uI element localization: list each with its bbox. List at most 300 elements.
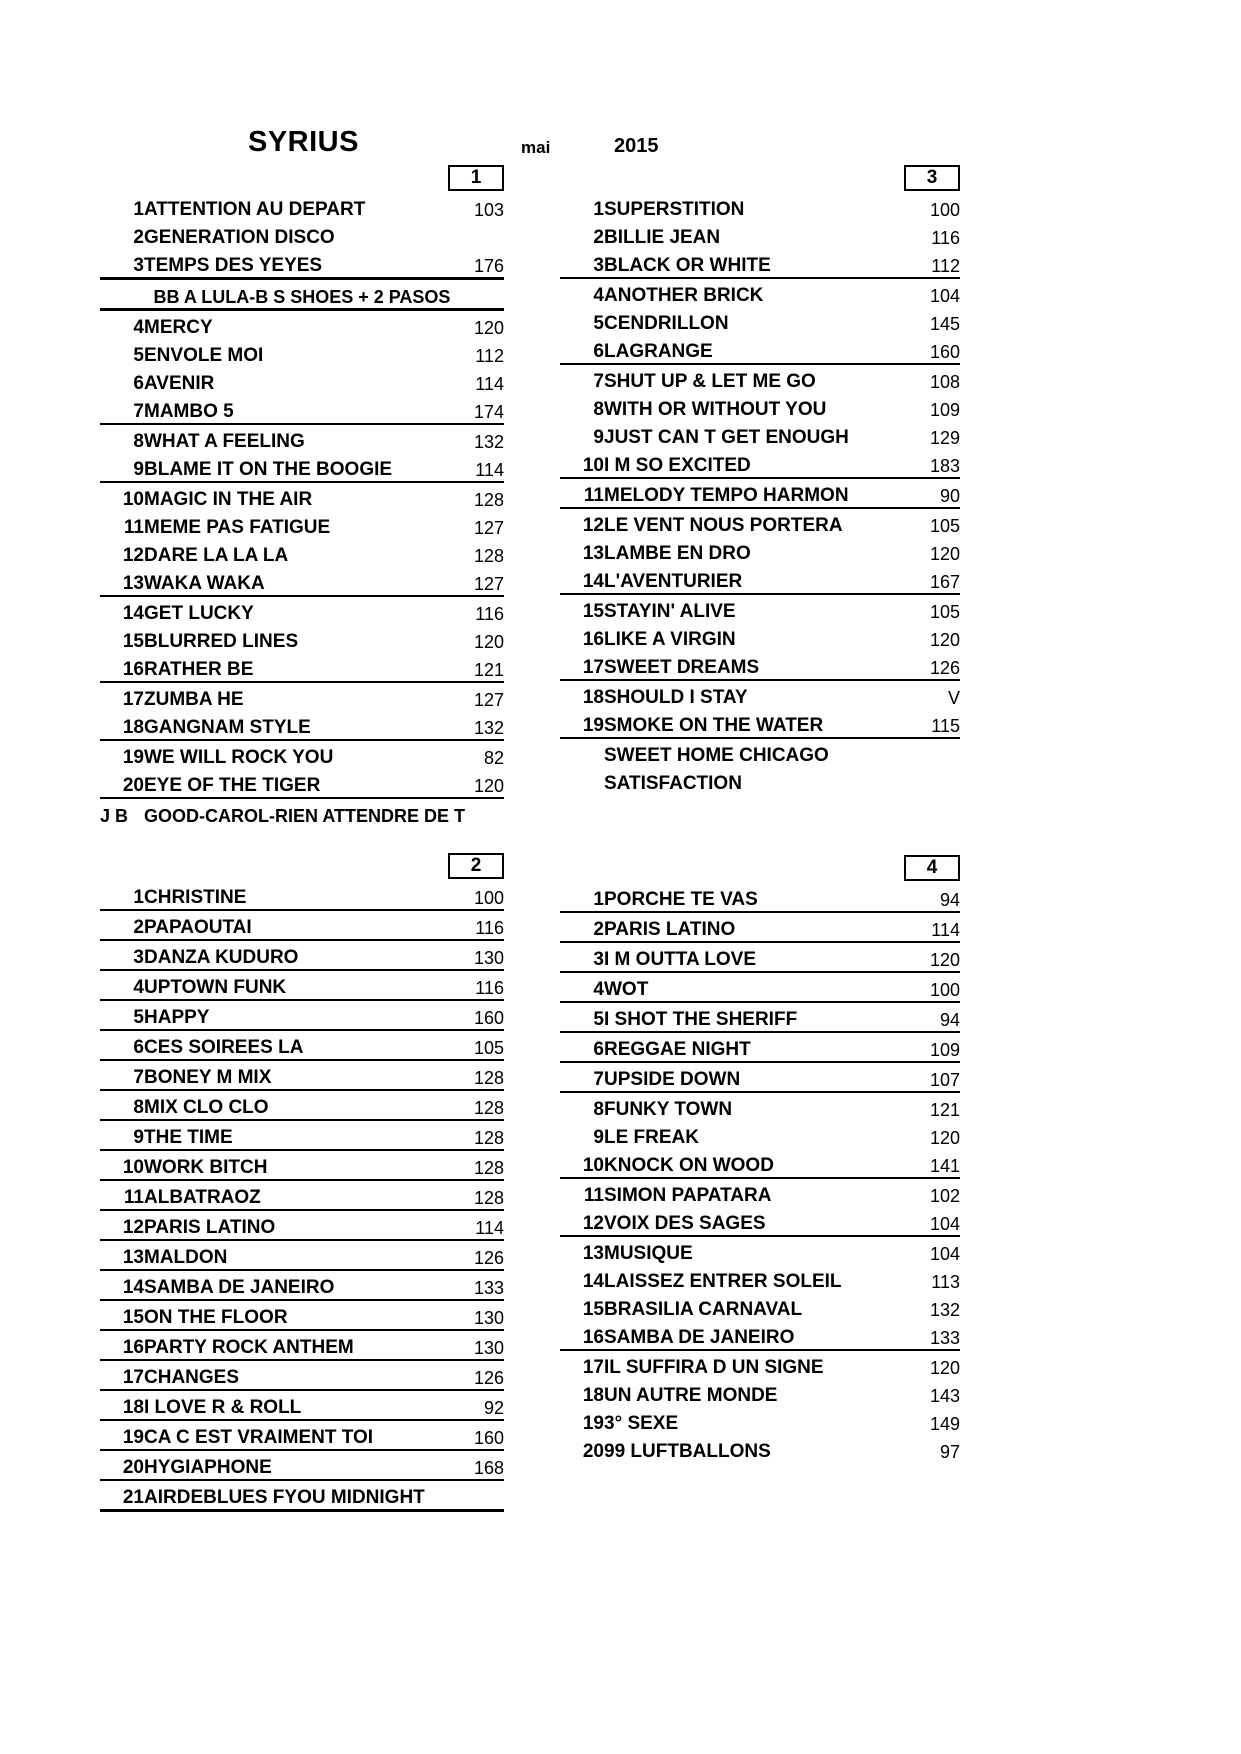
track-number: 6 bbox=[560, 335, 604, 364]
track-title[interactable]: THE TIME bbox=[144, 1120, 446, 1150]
track-number: 14 bbox=[100, 1270, 144, 1300]
track-bpm: 94 bbox=[902, 883, 960, 912]
table-row[interactable] bbox=[560, 393, 960, 421]
table-row[interactable] bbox=[560, 883, 960, 912]
track-bpm: 116 bbox=[446, 910, 504, 940]
track-title[interactable]: GENERATION DISCO bbox=[144, 227, 335, 248]
track-title[interactable]: WHAT A FEELING bbox=[144, 431, 305, 452]
track-title[interactable]: STAYIN' ALIVE bbox=[604, 601, 736, 622]
table-row[interactable] bbox=[100, 682, 504, 711]
track-bpm: 128 bbox=[446, 1060, 504, 1090]
table-row[interactable] bbox=[100, 1360, 504, 1390]
track-number: 5 bbox=[593, 313, 604, 334]
table-row[interactable] bbox=[560, 1178, 960, 1207]
track-number: 16 bbox=[100, 1330, 144, 1360]
table-row[interactable] bbox=[100, 424, 504, 453]
track-title[interactable]: BLACK OR WHITE bbox=[604, 249, 902, 278]
table-row[interactable] bbox=[560, 1149, 960, 1178]
track-number: 10 bbox=[122, 489, 144, 510]
track-title[interactable]: CES SOIREES LA bbox=[144, 1030, 446, 1060]
table-row[interactable] bbox=[560, 942, 960, 972]
track-number: 4 bbox=[593, 285, 604, 306]
track-title[interactable]: MAMBO 5 bbox=[144, 395, 446, 424]
table-row[interactable] bbox=[560, 1002, 960, 1032]
track-number: 17 bbox=[560, 651, 604, 680]
table-row[interactable] bbox=[100, 1000, 504, 1030]
table-row[interactable] bbox=[100, 395, 504, 424]
track-bpm: 127 bbox=[473, 518, 504, 538]
track-bpm: 132 bbox=[929, 1300, 960, 1320]
table-row[interactable] bbox=[100, 596, 504, 625]
track-title[interactable]: CHRISTINE bbox=[144, 881, 446, 910]
track-number: 17 bbox=[582, 1357, 604, 1378]
track-number: 16 bbox=[560, 1321, 604, 1350]
track-number: 8 bbox=[133, 431, 144, 452]
track-title[interactable]: SWEET HOME CHICAGO bbox=[604, 745, 829, 766]
table-row[interactable] bbox=[560, 1435, 960, 1463]
track-title[interactable]: CHANGES bbox=[144, 1360, 446, 1390]
track-number: 7 bbox=[560, 1062, 604, 1092]
table-row[interactable] bbox=[560, 1207, 960, 1236]
track-title[interactable]: SHOULD I STAY bbox=[604, 687, 748, 708]
track-title[interactable]: PAPAOUTAI bbox=[144, 910, 446, 940]
track-bpm: 127 bbox=[446, 567, 504, 596]
track-number: 18 bbox=[582, 687, 604, 708]
track-number: 5 bbox=[560, 1002, 604, 1032]
track-title[interactable]: WITH OR WITHOUT YOU bbox=[604, 399, 827, 420]
track-number: 4 bbox=[133, 317, 144, 338]
table-row[interactable] bbox=[100, 221, 504, 249]
track-bpm: 174 bbox=[446, 395, 504, 424]
track-title[interactable]: LAISSEZ ENTRER SOLEIL bbox=[604, 1271, 842, 1292]
track-number: 11 bbox=[123, 517, 144, 538]
track-title[interactable]: I SHOT THE SHERIFF bbox=[604, 1002, 902, 1032]
track-number: 13 bbox=[100, 1240, 144, 1270]
table-row[interactable] bbox=[560, 221, 960, 249]
track-bpm: 120 bbox=[929, 1358, 960, 1378]
table-row[interactable] bbox=[100, 249, 504, 279]
track-bpm: 130 bbox=[446, 1330, 504, 1360]
track-number: 8 bbox=[593, 399, 604, 420]
table-row[interactable] bbox=[560, 193, 960, 221]
track-title[interactable]: BONEY M MIX bbox=[144, 1060, 446, 1090]
track-bpm: 100 bbox=[929, 200, 960, 220]
track-number: 19 bbox=[560, 709, 604, 738]
track-bpm: 143 bbox=[929, 1386, 960, 1406]
track-title[interactable]: PARTY ROCK ANTHEM bbox=[144, 1330, 446, 1360]
table-row[interactable] bbox=[560, 1092, 960, 1121]
track-title[interactable]: FUNKY TOWN bbox=[604, 1099, 733, 1120]
track-title[interactable]: WORK BITCH bbox=[144, 1150, 446, 1180]
track-number: 1 bbox=[593, 199, 604, 220]
track-bpm: 116 bbox=[475, 604, 504, 624]
table-row[interactable] bbox=[560, 1032, 960, 1062]
table-row[interactable] bbox=[100, 367, 504, 395]
track-number: 21 bbox=[100, 1480, 144, 1511]
section-number-badge: 1 bbox=[448, 165, 504, 191]
table-row[interactable] bbox=[560, 912, 960, 942]
table-row[interactable] bbox=[100, 940, 504, 970]
track-title[interactable]: IL SUFFIRA D UN SIGNE bbox=[604, 1357, 824, 1378]
table-row[interactable] bbox=[100, 1240, 504, 1270]
track-title[interactable]: GET LUCKY bbox=[144, 603, 254, 624]
table-row[interactable] bbox=[560, 1236, 960, 1265]
track-number: 20 bbox=[582, 1441, 604, 1462]
table-row[interactable] bbox=[100, 1390, 504, 1420]
table-row[interactable] bbox=[560, 738, 960, 767]
table-row[interactable] bbox=[100, 881, 504, 910]
track-title[interactable]: WAKA WAKA bbox=[144, 567, 446, 596]
table-row[interactable] bbox=[560, 767, 960, 795]
track-bpm: 114 bbox=[446, 453, 504, 482]
track-title[interactable]: UPSIDE DOWN bbox=[604, 1062, 902, 1092]
track-bpm: 113 bbox=[931, 1272, 960, 1292]
track-bpm: 120 bbox=[929, 630, 960, 650]
table-row[interactable] bbox=[100, 910, 504, 940]
table-row[interactable] bbox=[100, 970, 504, 1000]
track-number: 10 bbox=[560, 1149, 604, 1178]
track-title[interactable]: PARIS LATINO bbox=[144, 1210, 446, 1240]
table-row[interactable] bbox=[100, 1180, 504, 1210]
track-bpm: 133 bbox=[902, 1321, 960, 1350]
column-right bbox=[560, 165, 960, 1463]
track-bpm: 160 bbox=[446, 1420, 504, 1450]
track-title[interactable]: I LOVE R & ROLL bbox=[144, 1390, 446, 1420]
track-title[interactable]: RATHER BE bbox=[144, 653, 446, 682]
column-left bbox=[100, 165, 504, 1512]
track-title[interactable]: MERCY bbox=[144, 317, 213, 338]
track-bpm: 100 bbox=[446, 881, 504, 910]
table-row[interactable] bbox=[100, 769, 504, 798]
table-row[interactable] bbox=[100, 539, 504, 567]
track-title[interactable]: LE VENT NOUS PORTERA bbox=[604, 515, 843, 536]
table-row[interactable] bbox=[100, 1450, 504, 1480]
track-title[interactable]: L'AVENTURIER bbox=[604, 565, 902, 594]
track-number: 6 bbox=[100, 1030, 144, 1060]
track-bpm: 116 bbox=[931, 228, 960, 248]
track-bpm: 183 bbox=[902, 449, 960, 478]
track-title[interactable]: SAMBA DE JANEIRO bbox=[604, 1321, 902, 1350]
track-title[interactable]: BILLIE JEAN bbox=[604, 227, 721, 248]
track-number: 9 bbox=[100, 1120, 144, 1150]
track-title[interactable]: BLAME IT ON THE BOOGIE bbox=[144, 453, 446, 482]
track-title[interactable]: MIX CLO CLO bbox=[144, 1090, 446, 1120]
track-bpm: 92 bbox=[446, 1390, 504, 1420]
track-bpm: 133 bbox=[446, 1270, 504, 1300]
table-row[interactable] bbox=[560, 1379, 960, 1407]
track-number: 5 bbox=[133, 345, 144, 366]
track-title[interactable]: LE FREAK bbox=[604, 1127, 699, 1148]
table-row[interactable] bbox=[560, 623, 960, 651]
track-title[interactable]: SUPERSTITION bbox=[604, 199, 745, 220]
track-title[interactable]: UPTOWN FUNK bbox=[144, 970, 446, 1000]
track-title[interactable]: GANGNAM STYLE bbox=[144, 711, 446, 740]
track-number: 18 bbox=[100, 711, 144, 740]
track-list bbox=[560, 193, 960, 795]
table-row[interactable] bbox=[100, 1480, 504, 1511]
table-row[interactable] bbox=[100, 193, 504, 221]
track-title[interactable]: ANOTHER BRICK bbox=[604, 285, 764, 306]
track-title[interactable]: SHUT UP & LET ME GO bbox=[604, 371, 816, 392]
track-bpm: 102 bbox=[929, 1186, 960, 1206]
track-number: 15 bbox=[100, 1300, 144, 1330]
track-bpm: 112 bbox=[475, 346, 504, 366]
track-bpm: 168 bbox=[446, 1450, 504, 1480]
track-number: 12 bbox=[582, 515, 604, 536]
track-number: 7 bbox=[100, 395, 144, 424]
track-bpm: 115 bbox=[902, 709, 960, 738]
track-title[interactable]: AIRDEBLUES FYOU MIDNIGHT bbox=[144, 1480, 446, 1511]
table-row[interactable] bbox=[560, 594, 960, 623]
table-row[interactable] bbox=[560, 565, 960, 594]
table-row[interactable] bbox=[560, 421, 960, 449]
header-year: 2015 bbox=[614, 135, 659, 157]
track-bpm: 128 bbox=[446, 1150, 504, 1180]
track-bpm: 105 bbox=[929, 516, 960, 536]
table-row[interactable] bbox=[560, 508, 960, 537]
page-title: SYRIUS bbox=[248, 126, 359, 158]
track-title[interactable]: HYGIAPHONE bbox=[144, 1450, 446, 1480]
track-number: 16 bbox=[582, 629, 604, 650]
track-bpm bbox=[446, 1480, 504, 1511]
section-number-badge: 2 bbox=[448, 853, 504, 879]
track-number: 8 bbox=[593, 1099, 604, 1120]
track-title[interactable]: TEMPS DES YEYES bbox=[144, 249, 446, 279]
table-row[interactable] bbox=[560, 1350, 960, 1379]
table-row[interactable] bbox=[560, 1062, 960, 1092]
table-row[interactable] bbox=[560, 651, 960, 680]
header-month: mai bbox=[521, 138, 551, 157]
track-title[interactable]: SAMBA DE JANEIRO bbox=[144, 1270, 446, 1300]
table-row[interactable] bbox=[100, 1030, 504, 1060]
track-title[interactable]: CENDRILLON bbox=[604, 313, 729, 334]
table-row[interactable] bbox=[100, 798, 504, 827]
section-gap bbox=[100, 827, 504, 853]
track-title[interactable]: ALBATRAOZ bbox=[144, 1180, 446, 1210]
track-title[interactable]: MAGIC IN THE AIR bbox=[144, 489, 313, 510]
track-bpm: 121 bbox=[929, 1100, 960, 1120]
track-bpm: 120 bbox=[902, 942, 960, 972]
table-row[interactable] bbox=[100, 625, 504, 653]
track-title[interactable]: REGGAE NIGHT bbox=[604, 1032, 902, 1062]
track-number: 12 bbox=[122, 545, 144, 566]
table-row[interactable] bbox=[100, 567, 504, 596]
table-row[interactable] bbox=[560, 1121, 960, 1149]
track-title[interactable]: I M OUTTA LOVE bbox=[604, 942, 902, 972]
track-title[interactable]: AVENIR bbox=[144, 373, 215, 394]
track-title[interactable]: MELODY TEMPO HARMON bbox=[604, 478, 902, 508]
track-title[interactable]: BLURRED LINES bbox=[144, 631, 299, 652]
track-bpm: 149 bbox=[929, 1414, 960, 1434]
table-row[interactable] bbox=[560, 972, 960, 1002]
table-row[interactable] bbox=[100, 482, 504, 511]
track-bpm bbox=[446, 221, 504, 249]
track-bpm: 126 bbox=[902, 651, 960, 680]
table-row[interactable] bbox=[100, 740, 504, 769]
track-title[interactable]: 99 LUFTBALLONS bbox=[604, 1441, 771, 1462]
track-title[interactable]: I M SO EXCITED bbox=[604, 449, 902, 478]
track-bpm: 167 bbox=[902, 565, 960, 594]
section-gap bbox=[560, 795, 960, 855]
track-number: 13 bbox=[582, 1243, 604, 1264]
track-bpm: 116 bbox=[446, 970, 504, 1000]
track-list bbox=[100, 193, 504, 827]
track-number: 11 bbox=[560, 478, 604, 508]
track-title[interactable]: EYE OF THE TIGER bbox=[144, 769, 446, 798]
track-number: 12 bbox=[100, 1210, 144, 1240]
table-row[interactable] bbox=[100, 1300, 504, 1330]
track-title[interactable]: LAMBE EN DRO bbox=[604, 543, 751, 564]
section-3 bbox=[560, 165, 960, 795]
section-number-badge: 3 bbox=[904, 165, 960, 191]
track-title[interactable]: SMOKE ON THE WATER bbox=[604, 709, 902, 738]
track-number: 3 bbox=[560, 942, 604, 972]
table-row[interactable] bbox=[560, 1321, 960, 1350]
document-header bbox=[0, 126, 1241, 166]
track-number: 16 bbox=[100, 653, 144, 682]
table-row[interactable] bbox=[100, 1120, 504, 1150]
track-number bbox=[560, 738, 604, 767]
table-row[interactable] bbox=[560, 537, 960, 565]
table-row[interactable] bbox=[100, 1330, 504, 1360]
table-row[interactable] bbox=[560, 709, 960, 738]
track-number: 11 bbox=[100, 1180, 144, 1210]
table-row[interactable] bbox=[560, 478, 960, 508]
track-number: 10 bbox=[560, 449, 604, 478]
track-title[interactable]: PORCHE TE VAS bbox=[604, 883, 902, 912]
table-row[interactable] bbox=[100, 653, 504, 682]
table-row[interactable] bbox=[100, 1210, 504, 1240]
track-number: 14 bbox=[582, 1271, 604, 1292]
track-bpm: 145 bbox=[929, 314, 960, 334]
track-title[interactable]: ZUMBA HE bbox=[144, 689, 244, 710]
table-row[interactable] bbox=[560, 307, 960, 335]
track-title[interactable]: LAGRANGE bbox=[604, 335, 902, 364]
track-title[interactable]: DANZA KUDURO bbox=[144, 940, 446, 970]
track-bpm: 128 bbox=[446, 1120, 504, 1150]
track-bpm: 114 bbox=[475, 374, 504, 394]
track-title[interactable]: JUST CAN T GET ENOUGH bbox=[604, 427, 849, 448]
track-title[interactable]: MALDON bbox=[144, 1240, 446, 1270]
row-tag: J B bbox=[100, 806, 129, 826]
track-bpm: 132 bbox=[446, 711, 504, 740]
track-title[interactable]: SWEET DREAMS bbox=[604, 651, 902, 680]
table-row[interactable] bbox=[560, 1293, 960, 1321]
track-bpm bbox=[902, 767, 960, 795]
table-row[interactable] bbox=[100, 1270, 504, 1300]
track-number: 12 bbox=[560, 1207, 604, 1236]
table-row[interactable] bbox=[100, 1060, 504, 1090]
track-title[interactable]: SIMON PAPATARA bbox=[604, 1185, 772, 1206]
track-bpm: 128 bbox=[446, 1090, 504, 1120]
table-row[interactable] bbox=[560, 449, 960, 478]
table-row[interactable] bbox=[100, 1150, 504, 1180]
track-bpm: 112 bbox=[902, 249, 960, 278]
track-number: 17 bbox=[122, 689, 144, 710]
track-bpm: 160 bbox=[902, 335, 960, 364]
track-number: 19 bbox=[122, 747, 144, 768]
table-row[interactable] bbox=[100, 511, 504, 539]
track-title[interactable]: HAPPY bbox=[144, 1000, 446, 1030]
table-row[interactable] bbox=[560, 364, 960, 393]
track-number: 15 bbox=[582, 601, 604, 622]
track-number: 1 bbox=[133, 199, 144, 220]
track-title[interactable]: 3° SEXE bbox=[604, 1413, 679, 1434]
section-4 bbox=[560, 855, 960, 1463]
track-title[interactable]: KNOCK ON WOOD bbox=[604, 1149, 902, 1178]
track-number: 7 bbox=[593, 371, 604, 392]
section-1 bbox=[100, 165, 504, 827]
track-number: 1 bbox=[100, 881, 144, 910]
track-number: 20 bbox=[100, 769, 144, 798]
track-bpm: 130 bbox=[446, 1300, 504, 1330]
track-title[interactable]: LIKE A VIRGIN bbox=[604, 629, 736, 650]
track-title[interactable]: WOT bbox=[604, 972, 902, 1002]
track-bpm: 128 bbox=[473, 490, 504, 510]
track-bpm: 120 bbox=[473, 318, 504, 338]
table-row[interactable] bbox=[100, 453, 504, 482]
table-row[interactable] bbox=[560, 1407, 960, 1435]
track-number: 9 bbox=[100, 453, 144, 482]
table-row[interactable] bbox=[100, 1090, 504, 1120]
section-badge-row bbox=[100, 165, 504, 191]
track-number: 7 bbox=[100, 1060, 144, 1090]
track-title[interactable]: VOIX DES SAGES bbox=[604, 1207, 902, 1236]
track-title[interactable]: ATTENTION AU DEPART bbox=[144, 199, 366, 220]
track-list bbox=[560, 883, 960, 1463]
table-row[interactable] bbox=[560, 249, 960, 278]
track-title[interactable]: BRASILIA CARNAVAL bbox=[604, 1299, 803, 1320]
track-number: 17 bbox=[100, 1360, 144, 1390]
track-number: 1 bbox=[560, 883, 604, 912]
track-title[interactable]: ON THE FLOOR bbox=[144, 1300, 446, 1330]
track-title[interactable]: DARE LA LA LA bbox=[144, 545, 289, 566]
track-title[interactable]: ENVOLE MOI bbox=[144, 345, 264, 366]
section-badge-row bbox=[560, 165, 960, 191]
table-row[interactable] bbox=[100, 279, 504, 310]
track-bpm: 100 bbox=[902, 972, 960, 1002]
track-bpm: 103 bbox=[473, 200, 504, 220]
track-number: 9 bbox=[593, 427, 604, 448]
table-row[interactable] bbox=[100, 339, 504, 367]
table-row[interactable] bbox=[560, 1265, 960, 1293]
table-row[interactable] bbox=[560, 335, 960, 364]
table-row[interactable] bbox=[100, 1420, 504, 1450]
track-title[interactable]: SATISFACTION bbox=[604, 773, 742, 794]
track-title[interactable]: WE WILL ROCK YOU bbox=[144, 747, 334, 768]
track-number: 18 bbox=[100, 1390, 144, 1420]
table-row[interactable] bbox=[100, 711, 504, 740]
track-bpm: 121 bbox=[446, 653, 504, 682]
track-bpm: 104 bbox=[929, 1244, 960, 1264]
track-number: 4 bbox=[100, 970, 144, 1000]
track-title[interactable]: MUSIQUE bbox=[604, 1243, 693, 1264]
track-number: 10 bbox=[100, 1150, 144, 1180]
track-number: 2 bbox=[133, 227, 144, 248]
track-title[interactable]: MEME PAS FATIGUE bbox=[144, 517, 331, 538]
table-row[interactable] bbox=[560, 680, 960, 709]
track-title[interactable]: PARIS LATINO bbox=[604, 912, 902, 942]
track-number bbox=[560, 767, 604, 795]
section-number-badge: 4 bbox=[904, 855, 960, 881]
table-row[interactable] bbox=[100, 310, 504, 340]
table-row[interactable] bbox=[560, 278, 960, 307]
track-title[interactable]: UN AUTRE MONDE bbox=[604, 1385, 778, 1406]
track-title[interactable]: CA C EST VRAIMENT TOI bbox=[144, 1420, 446, 1450]
track-number: 4 bbox=[560, 972, 604, 1002]
track-number: 15 bbox=[582, 1299, 604, 1320]
track-bpm: 109 bbox=[902, 1032, 960, 1062]
